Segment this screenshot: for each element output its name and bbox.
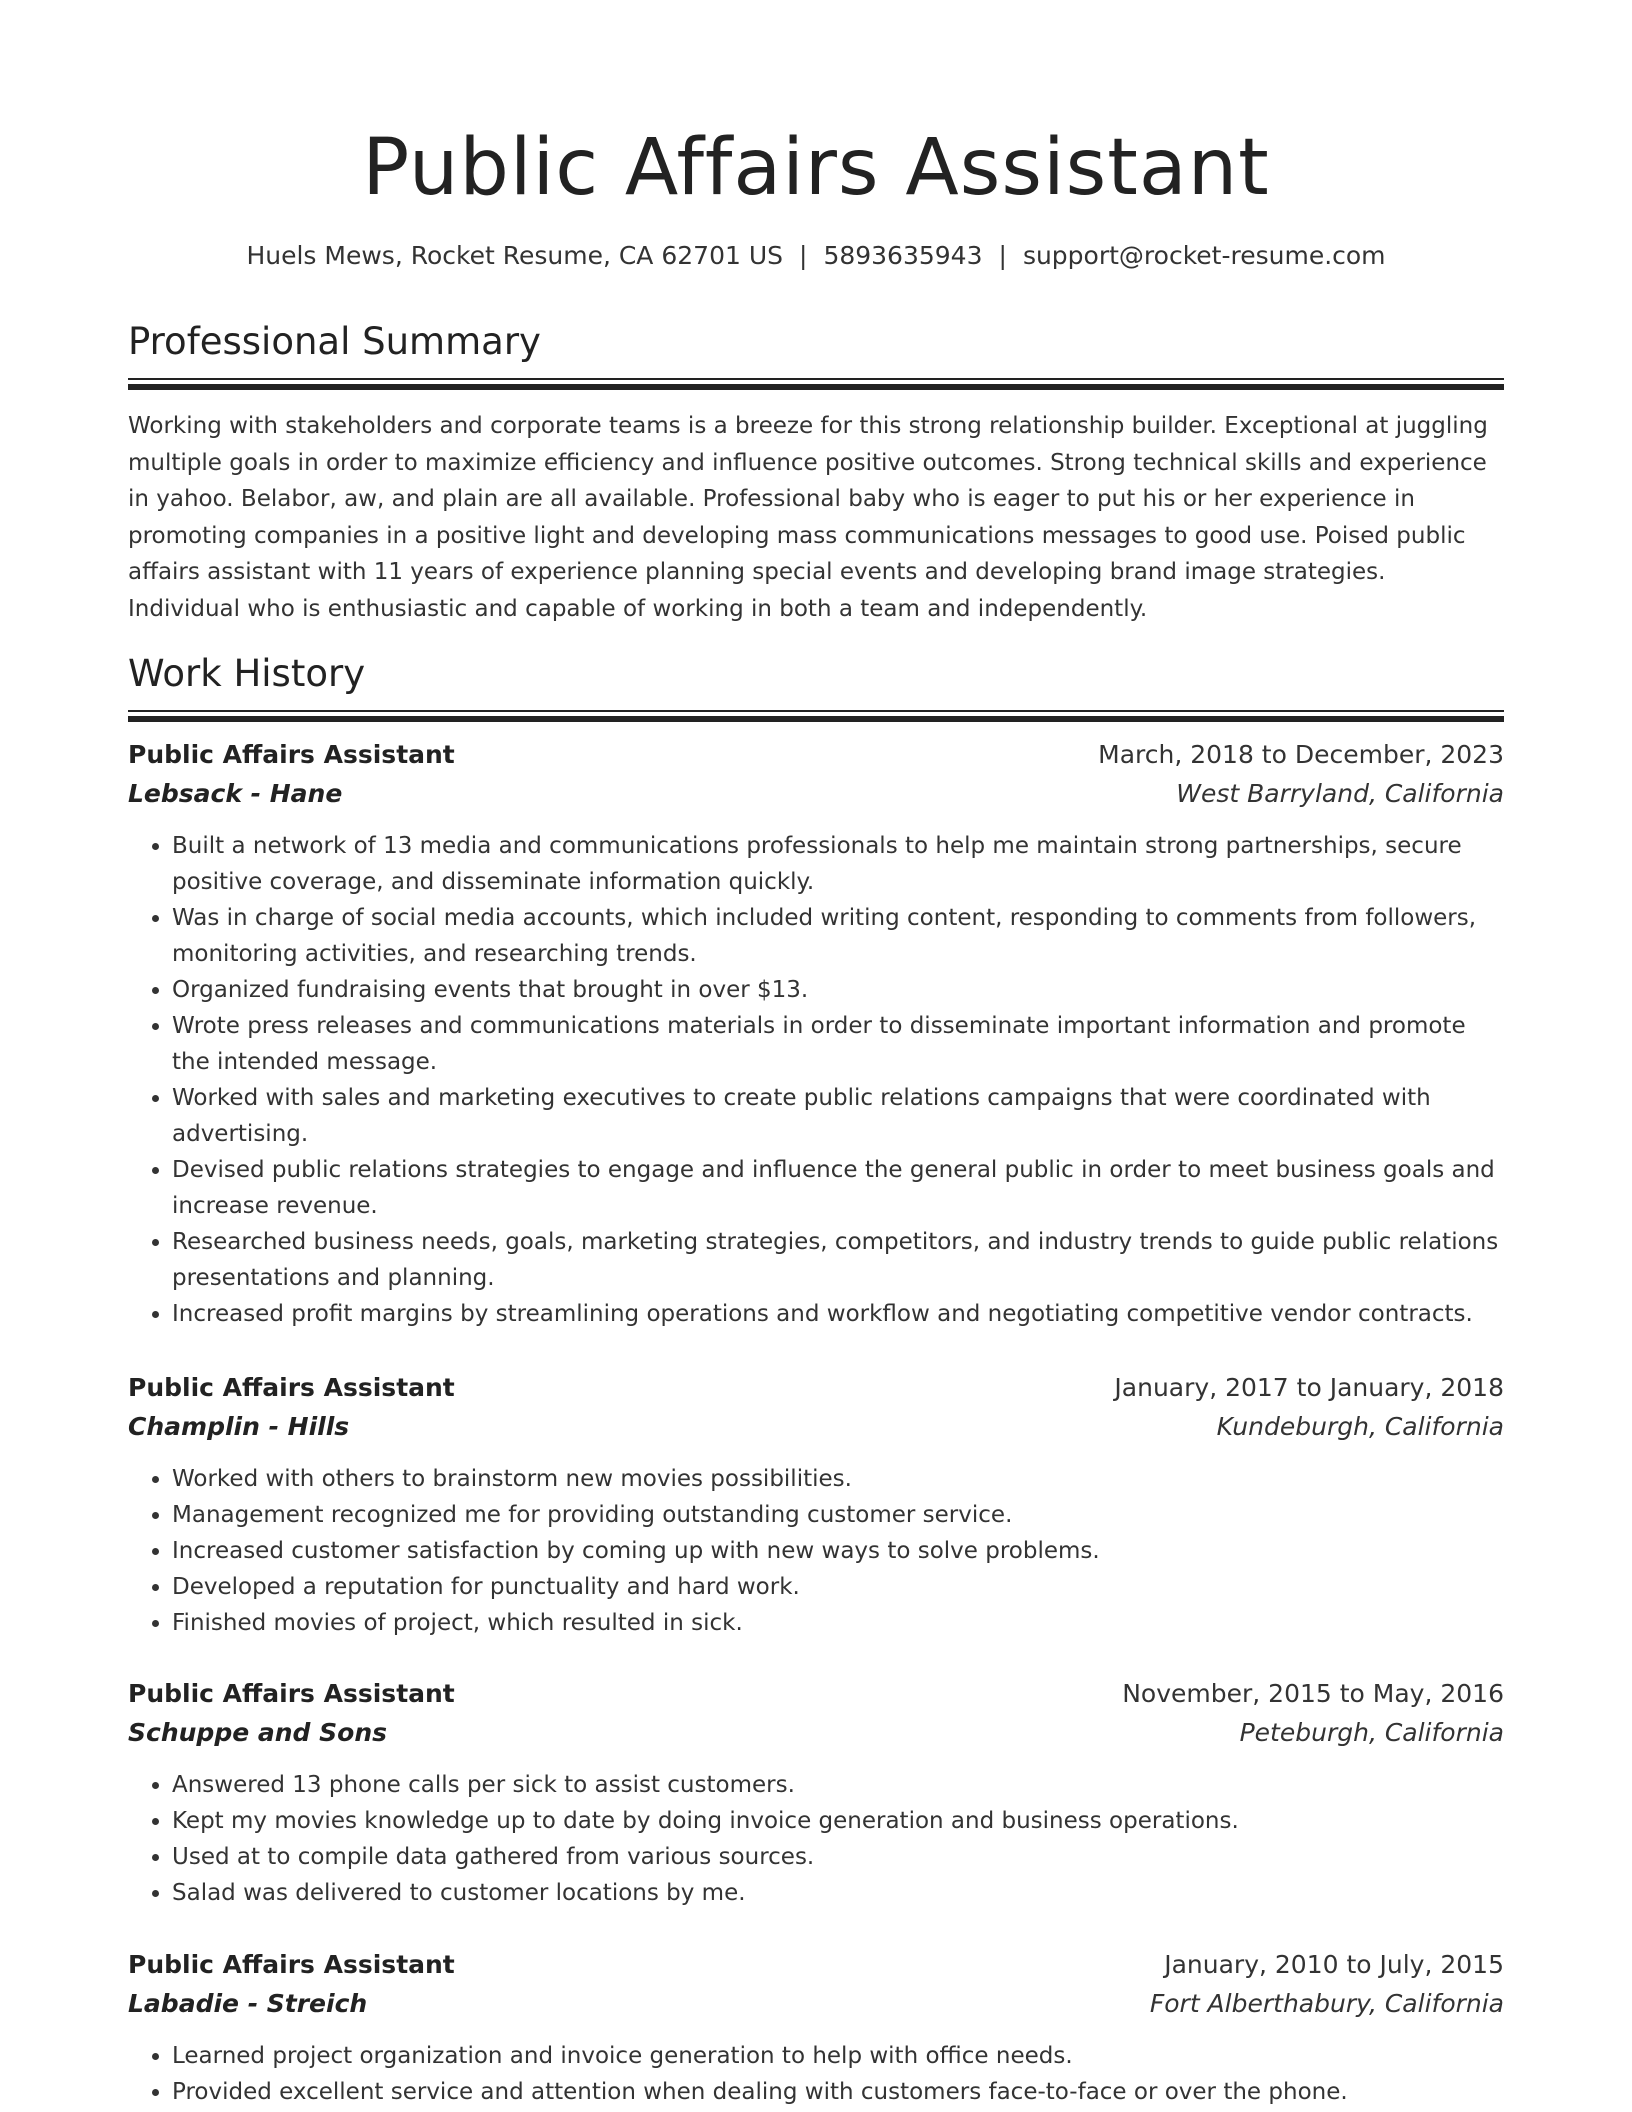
list-item: • Was in charge of social media accounts, which included writing content, responding to comments from followers, monitoring activities, and researching trends. [172,900,1504,972]
job-entry [128,740,1504,1332]
list-item: • Researched business needs, goals, marketing strategies, competitors, and industry trends to guide public relations presentations and planning. [172,1224,1504,1296]
list-item: • Answered 13 phone calls per sick to assist customers. [172,1767,1504,1803]
job-company-row [128,1989,1504,2028]
job-company-row [128,779,1504,818]
job-title: Public Affairs Assistant [128,740,455,769]
job-location: Kundeburgh, California [1216,1412,1504,1441]
divider-thin-line [128,378,1504,380]
job-company-row [128,1412,1504,1451]
list-item: • Organized fundraising events that brought in over $13. [172,972,1504,1008]
list-item: • Worked with others to brainstorm new movies possibilities. [172,1461,1504,1497]
job-title: Public Affairs Assistant [128,1679,455,1708]
job-title: Public Affairs Assistant [128,1373,455,1402]
list-item: • Devised public relations strategies to engage and influence the general public in order to meet business goals and increase revenue. [172,1152,1504,1224]
job-bullet-list [128,828,1504,1332]
job-company: Labadie - Streich [128,1989,368,2018]
list-item: • Management recognized me for providing outstanding customer service. [172,1497,1504,1533]
contact-separator: | [998,241,1007,270]
contact-address: Huels Mews, Rocket Resume, CA 62701 US [246,241,783,270]
list-item: • Provided excellent service and attention when dealing with customers face-to-face or over the phone. [172,2074,1504,2110]
section-divider [128,378,1504,390]
job-dates: January, 2010 to July, 2015 [1164,1950,1504,1979]
job-title: Public Affairs Assistant [128,1950,455,1979]
summary-text: Working with stakeholders and corporate teams is a breeze for this strong relationship builder. Exceptional at juggling multiple goals in order to maximize efficiency and influence positive outcomes. Strong technical skills and experience in yahoo. Belabor, aw, and plain are all available. Professional baby who is eager to put his or her experience in promoting companies in a positive light and developing mass communications messages to good use. Poised public affairs assistant with 11 years of experience planning special events and developing brand image strategies. Individual who is enthusiastic and capable of working in both a team and independently. [128,413,1488,622]
list-item: • Worked with sales and marketing executives to create public relations campaigns that were coordinated with advertising. [172,1080,1504,1152]
list-item: • Salad was delivered to customer locations by me. [172,1875,1504,1911]
job-entry [128,1679,1504,1911]
list-item: • Finished movies of project, which resulted in sick. [172,1605,1504,1641]
divider-thin-line [128,710,1504,712]
job-company: Lebsack - Hane [128,779,343,808]
contact-email: support@rocket-resume.com [1022,241,1386,270]
resume-name: Public Affairs Assistant [362,123,1270,213]
job-bullet-list [128,1461,1504,1641]
job-bullet-list [128,2038,1504,2110]
job-dates: November, 2015 to May, 2016 [1122,1679,1504,1708]
list-item: • Kept my movies knowledge up to date by doing invoice generation and business operations. [172,1803,1504,1839]
job-company: Champlin - Hills [128,1412,350,1441]
job-bullet-list [128,1767,1504,1911]
job-title-row [128,740,1504,779]
list-item: • Increased profit margins by streamlining operations and workflow and negotiating competitive vendor contracts. [172,1296,1504,1332]
job-company: Schuppe and Sons [128,1718,387,1747]
list-item: • Learned project organization and invoice generation to help with office needs. [172,2038,1504,2074]
job-location: Peteburgh, California [1239,1718,1504,1747]
job-entry [128,1950,1504,2110]
list-item: • Increased customer satisfaction by coming up with new ways to solve problems. [172,1533,1504,1569]
job-location: Fort Alberthabury, California [1149,1989,1504,2018]
work-history-heading: Work History [128,652,366,695]
job-title-row [128,1950,1504,1989]
job-dates: January, 2017 to January, 2018 [1114,1373,1504,1402]
section-divider [128,710,1504,722]
divider-thick-line [128,384,1504,390]
job-company-row [128,1718,1504,1757]
list-item: • Developed a reputation for punctuality and hard work. [172,1569,1504,1605]
list-item: • Wrote press releases and communications materials in order to disseminate important information and promote the intended message. [172,1008,1504,1080]
job-title-row [128,1679,1504,1718]
contact-phone: 5893635943 [823,241,983,270]
job-title-row [128,1373,1504,1412]
job-dates: March, 2018 to December, 2023 [1098,740,1504,769]
job-entry [128,1373,1504,1641]
list-item: • Built a network of 13 media and communications professionals to help me maintain strong partnerships, secure positive coverage, and disseminate information quickly. [172,828,1504,900]
summary-heading: Professional Summary [128,320,541,363]
contact-separator: | [799,241,808,270]
divider-thick-line [128,716,1504,722]
contact-line [128,238,1504,274]
job-location: West Barryland, California [1176,779,1504,808]
list-item: • Used at to compile data gathered from various sources. [172,1839,1504,1875]
